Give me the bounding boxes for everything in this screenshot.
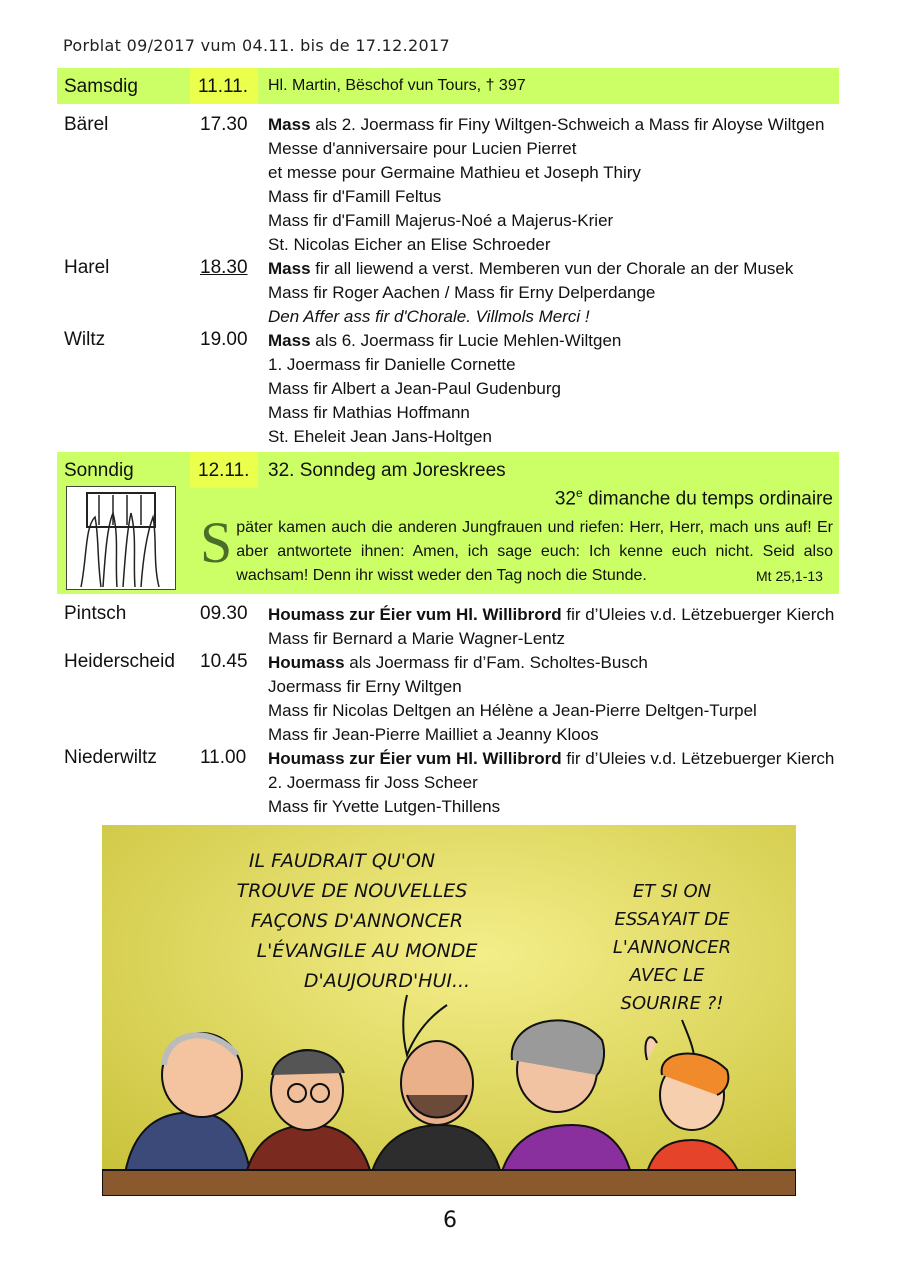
page-number: 6: [443, 1208, 457, 1233]
entry-line: St. Eheleit Jean Jans-Holtgen: [268, 427, 492, 446]
place-niederwiltz: Niederwiltz: [64, 747, 157, 768]
bubble-left-line: L'ÉVANGILE AU MONDE: [256, 940, 478, 962]
time-harel: 18.30: [200, 257, 248, 278]
entry-line: Mass fir d'Famill Majerus-Noé a Majerus-Krier: [268, 211, 614, 230]
bubble-right-line: AVEC LE: [629, 965, 705, 986]
bubble-right-line: ET SI ON: [632, 881, 712, 902]
praying-hands-clipart: [66, 486, 176, 590]
cartoon-illustration: [102, 825, 796, 1196]
gospel-reference: Mt 25,1-13: [756, 568, 823, 584]
entry-line: et messe pour Germaine Mathieu et Joseph Thiry: [268, 163, 641, 182]
place-harel: Harel: [64, 257, 110, 278]
time-heiderscheid: 10.45: [200, 651, 248, 672]
saturday-feast: Hl. Martin, Bëschof vun Tours, † 397: [268, 77, 526, 94]
sunday-title: 32. Sonndeg am Joreskrees: [268, 460, 506, 481]
entry-line: 1. Joermass fir Danielle Cornette: [268, 355, 516, 374]
table: [102, 1170, 796, 1196]
gospel-quote: Später kamen auch die anderen Jungfrauen und riefen: Herr, Herr, mach uns auf! Er aber antwortete ihnen: Amen, ich sage euch: Ich kenne euch nicht. Seid also wachsam! Denn ihr wisst weder den Tag noch die Stunde.: [200, 510, 833, 584]
entry-line: Mass als 6. Joermass fir Lucie Mehlen-Wiltgen: [268, 331, 622, 350]
bubble-left-line: TROUVE DE NOUVELLES: [236, 880, 468, 902]
time-barel: 17.30: [200, 114, 248, 135]
sunday-day-label: Sonndig: [64, 460, 134, 481]
saturday-date: 11.11.: [198, 76, 249, 97]
entry-line: Houmass als Joermass fir d’Fam. Scholtes-Busch: [268, 653, 648, 672]
time-wiltz: 19.00: [200, 329, 248, 350]
place-wiltz: Wiltz: [64, 329, 106, 350]
bubble-right-line: SOURIRE ?!: [620, 993, 724, 1014]
entry-line: Houmass zur Éier vum Hl. Willibrord fir d’Uleies v.d. Lëtzebuerger Kierch: [268, 749, 835, 768]
sunday-subtitle: 32e dimanche du temps ordinaire: [554, 486, 833, 510]
entry-line: Mass fir Bernard a Marie Wagner-Lentz: [268, 629, 565, 648]
bubble-left-line: D'AUJOURD'HUI...: [303, 970, 471, 992]
bulletin-header: Porblat 09/2017 vum 04.11. bis de 17.12.2017: [63, 36, 450, 55]
bubble-left-line: FAÇONS D'ANNONCER: [250, 910, 464, 932]
entry-line: Houmass zur Éier vum Hl. Willibrord fir d’Uleies v.d. Lëtzebuerger Kierch: [268, 605, 835, 624]
time-niederwiltz: 11.00: [200, 747, 247, 768]
entry-line: Mass fir Mathias Hoffmann: [268, 403, 470, 422]
saturday-day-label: Samsdig: [64, 76, 138, 97]
entry-line: Messe d'anniversaire pour Lucien Pierret: [268, 139, 577, 158]
entry-line: Joermass fir Erny Wiltgen: [268, 677, 462, 696]
sunday-date: 12.11.: [198, 460, 250, 481]
bubble-left-line: IL FAUDRAIT QU'ON: [248, 850, 436, 872]
time-pintsch: 09.30: [200, 603, 248, 624]
entry-line: Mass fir Roger Aachen / Mass fir Erny Delperdange: [268, 283, 656, 302]
entry-line: Mass fir Yvette Lutgen-Thillens: [268, 797, 501, 816]
entry-line: St. Nicolas Eicher an Elise Schroeder: [268, 235, 551, 254]
bubble-right-line: ESSAYAIT DE: [614, 909, 730, 930]
entry-line-note: Den Affer ass fir d'Chorale. Villmols Merci !: [268, 307, 590, 326]
entry-line: Mass fir Jean-Pierre Mailliet a Jeanny Kloos: [268, 725, 599, 744]
place-pintsch: Pintsch: [64, 603, 127, 624]
drop-cap: S: [200, 510, 233, 575]
place-heiderscheid: Heiderscheid: [64, 651, 175, 672]
entry-line: Mass fir Nicolas Deltgen an Hélène a Jean-Pierre Deltgen-Turpel: [268, 701, 757, 720]
entry-line: 2. Joermass fir Joss Scheer: [268, 773, 478, 792]
entry-line: Mass fir all liewend a verst. Memberen vun der Chorale an der Musek: [268, 259, 794, 278]
place-barel: Bärel: [64, 114, 109, 135]
entry-line: Mass als 2. Joermass fir Finy Wiltgen-Schweich a Mass fir Aloyse Wiltgen: [268, 115, 825, 134]
entry-line: Mass fir d'Famill Feltus: [268, 187, 442, 206]
entry-line: Mass fir Albert a Jean-Paul Gudenburg: [268, 379, 561, 398]
bubble-right-line: L'ANNONCER: [612, 937, 732, 958]
